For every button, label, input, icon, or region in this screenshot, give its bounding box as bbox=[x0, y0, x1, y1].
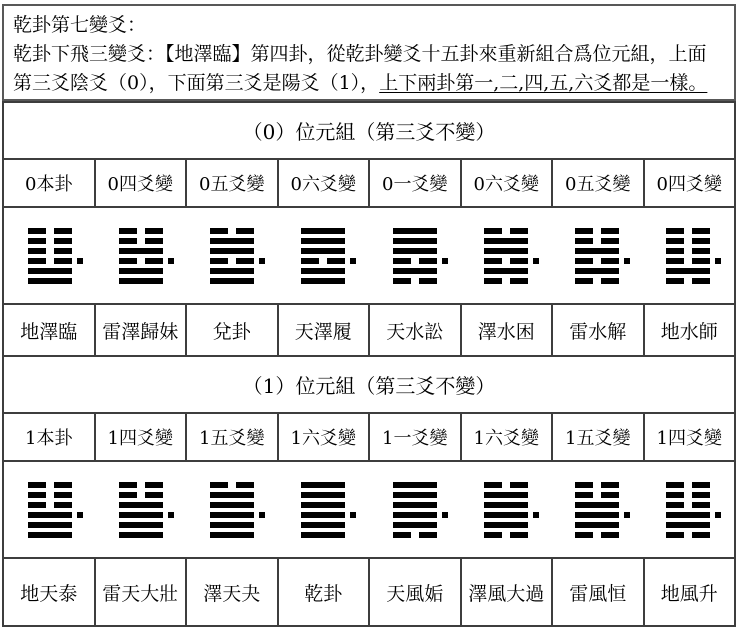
section-0-label-2: 0五爻變 bbox=[186, 159, 278, 207]
yin-line bbox=[666, 502, 710, 508]
yang-line bbox=[666, 268, 710, 274]
yang-line bbox=[301, 278, 345, 284]
unchanged-line-marker bbox=[442, 258, 448, 264]
yin-line bbox=[575, 228, 619, 234]
section-0-label-0: 0本卦 bbox=[3, 159, 95, 207]
yin-line bbox=[575, 278, 619, 284]
yin-line bbox=[575, 492, 619, 498]
hexagram-1-6 bbox=[575, 482, 619, 538]
yin-line bbox=[210, 228, 254, 234]
section-1-hexagrams-cell bbox=[3, 461, 735, 558]
yang-line bbox=[393, 228, 437, 234]
hexagram-0-0 bbox=[28, 228, 72, 284]
yang-line bbox=[575, 512, 619, 518]
yang-line bbox=[210, 502, 254, 508]
header-paragraph bbox=[13, 40, 725, 98]
section-1-labels-row bbox=[3, 413, 735, 461]
section-1-label-0: 1本卦 bbox=[3, 413, 95, 461]
hexagram-name-0-1: 雷澤歸妹 bbox=[95, 304, 187, 356]
yang-line bbox=[484, 502, 528, 508]
section-0-title-row bbox=[3, 102, 735, 159]
header-box bbox=[2, 4, 736, 101]
yang-line bbox=[119, 278, 163, 284]
unchanged-line-marker bbox=[624, 258, 630, 264]
hexagram-name-0-7: 地水師 bbox=[644, 304, 736, 356]
hexagram-name-1-1: 雷天大壯 bbox=[95, 558, 187, 626]
yin-line bbox=[666, 532, 710, 538]
yin-line bbox=[393, 278, 437, 284]
yin-line bbox=[575, 482, 619, 488]
yang-line bbox=[28, 278, 72, 284]
yang-line bbox=[301, 268, 345, 274]
yin-line bbox=[119, 238, 163, 244]
unchanged-line-marker bbox=[715, 258, 721, 264]
header-body-underlined: 上下兩卦第一,二,四,五,六爻都是一樣。 bbox=[379, 72, 708, 94]
yang-line bbox=[28, 532, 72, 538]
yin-line bbox=[666, 258, 710, 264]
hexagram-0-3 bbox=[301, 228, 345, 284]
yin-line bbox=[28, 238, 72, 244]
yin-line bbox=[666, 492, 710, 498]
section-1-hexagram-strip bbox=[4, 482, 734, 538]
yang-line bbox=[28, 268, 72, 274]
section-0-label-4: 0一爻變 bbox=[369, 159, 461, 207]
yang-line bbox=[393, 268, 437, 274]
unchanged-line-marker bbox=[77, 512, 83, 518]
section-0-names-row bbox=[3, 304, 735, 356]
yin-line bbox=[28, 492, 72, 498]
yin-line bbox=[28, 482, 72, 488]
yang-line bbox=[301, 248, 345, 254]
section-0-label-1: 0四爻變 bbox=[95, 159, 187, 207]
hexagram-1-2 bbox=[210, 482, 254, 538]
unchanged-line-marker bbox=[442, 512, 448, 518]
yang-line bbox=[210, 512, 254, 518]
section-0-title: （0）位元組（第三爻不變） bbox=[3, 102, 735, 159]
hexagram-1-4 bbox=[393, 482, 437, 538]
yang-line bbox=[575, 522, 619, 528]
header-body: 乾卦下飛三變爻：【地澤臨】第四卦，從乾卦變爻十五卦來重新組合爲位元組，上面第三爻陰爻（0），下面第三爻是陽爻（1）， bbox=[13, 43, 707, 94]
yang-line bbox=[484, 492, 528, 498]
document-page bbox=[0, 4, 738, 639]
section-1-hexagram-slot-6 bbox=[552, 482, 643, 538]
hexagram-name-1-5: 澤風大過 bbox=[461, 558, 553, 626]
yin-line bbox=[484, 278, 528, 284]
yang-line bbox=[210, 522, 254, 528]
section-0-labels-row bbox=[3, 159, 735, 207]
section-1-hexagram-slot-1 bbox=[95, 482, 186, 538]
unchanged-line-marker bbox=[259, 258, 265, 264]
yin-line bbox=[119, 482, 163, 488]
unchanged-line-marker bbox=[77, 258, 83, 264]
yang-line bbox=[119, 502, 163, 508]
yang-line bbox=[210, 532, 254, 538]
yang-line bbox=[484, 268, 528, 274]
yin-line bbox=[28, 258, 72, 264]
section-0-label-6: 0五爻變 bbox=[552, 159, 644, 207]
yang-line bbox=[119, 522, 163, 528]
section-1-hexagram-slot-3 bbox=[278, 482, 369, 538]
yang-line bbox=[575, 248, 619, 254]
section-1-hexagram-slot-7 bbox=[643, 482, 734, 538]
yin-line bbox=[575, 532, 619, 538]
hexagram-0-5 bbox=[484, 228, 528, 284]
hexagram-1-0 bbox=[28, 482, 72, 538]
yin-line bbox=[28, 502, 72, 508]
section-1-label-3: 1六爻變 bbox=[278, 413, 370, 461]
yin-line bbox=[210, 482, 254, 488]
yin-line bbox=[210, 258, 254, 264]
yang-line bbox=[393, 492, 437, 498]
yin-line bbox=[575, 258, 619, 264]
yang-line bbox=[301, 238, 345, 244]
yin-line bbox=[484, 258, 528, 264]
yang-line bbox=[301, 502, 345, 508]
hexagram-0-6 bbox=[575, 228, 619, 284]
yin-line bbox=[28, 228, 72, 234]
yang-line bbox=[393, 522, 437, 528]
yang-line bbox=[119, 532, 163, 538]
section-1-hexagram-slot-2 bbox=[187, 482, 278, 538]
unchanged-line-marker bbox=[533, 258, 539, 264]
unchanged-line-marker bbox=[259, 512, 265, 518]
yang-line bbox=[119, 268, 163, 274]
section-1-hexagram-slot-4 bbox=[369, 482, 460, 538]
hexagram-name-0-2: 兌卦 bbox=[186, 304, 278, 356]
hexagram-name-1-7: 地風升 bbox=[644, 558, 736, 626]
yin-line bbox=[119, 228, 163, 234]
section-1-hexagram-slot-5 bbox=[460, 482, 551, 538]
section-0-hexagram-strip bbox=[4, 228, 734, 284]
yin-line bbox=[666, 248, 710, 254]
hexagram-name-0-0: 地澤臨 bbox=[3, 304, 95, 356]
hexagram-name-0-4: 天水訟 bbox=[369, 304, 461, 356]
yang-line bbox=[301, 492, 345, 498]
section-1-label-2: 1五爻變 bbox=[186, 413, 278, 461]
section-0-label-7: 0四爻變 bbox=[644, 159, 736, 207]
section-1-hexagrams-row bbox=[3, 461, 735, 558]
hexagram-name-0-5: 澤水困 bbox=[461, 304, 553, 356]
unchanged-line-marker bbox=[350, 512, 356, 518]
yang-line bbox=[210, 248, 254, 254]
section-1-title: （1）位元組（第三爻不變） bbox=[3, 356, 735, 413]
section-0-label-5: 0六爻變 bbox=[461, 159, 553, 207]
hexagram-name-0-6: 雷水解 bbox=[552, 304, 644, 356]
yang-line bbox=[210, 278, 254, 284]
hexagram-name-1-2: 澤天夬 bbox=[186, 558, 278, 626]
hexagram-table-body bbox=[3, 102, 735, 626]
unchanged-line-marker bbox=[715, 512, 721, 518]
yang-line bbox=[119, 512, 163, 518]
header-title: 乾卦第七變爻： bbox=[13, 14, 147, 36]
yang-line bbox=[301, 512, 345, 518]
yang-line bbox=[484, 248, 528, 254]
section-1-hexagram-slot-0 bbox=[4, 482, 95, 538]
yang-line bbox=[301, 482, 345, 488]
yang-line bbox=[393, 482, 437, 488]
yin-line bbox=[119, 258, 163, 264]
unchanged-line-marker bbox=[350, 258, 356, 264]
hexagram-1-5 bbox=[484, 482, 528, 538]
yang-line bbox=[666, 512, 710, 518]
yang-line bbox=[666, 522, 710, 528]
yin-line bbox=[484, 228, 528, 234]
yang-line bbox=[28, 512, 72, 518]
section-0-hexagrams-row bbox=[3, 207, 735, 304]
yang-line bbox=[301, 228, 345, 234]
unchanged-line-marker bbox=[533, 512, 539, 518]
section-0-hexagram-slot-1 bbox=[95, 228, 186, 284]
yang-line bbox=[393, 502, 437, 508]
section-0-label-3: 0六爻變 bbox=[278, 159, 370, 207]
section-1-label-1: 1四爻變 bbox=[95, 413, 187, 461]
yang-line bbox=[28, 522, 72, 528]
section-0-hexagram-slot-2 bbox=[187, 228, 278, 284]
section-0-hexagram-slot-6 bbox=[552, 228, 643, 284]
yin-line bbox=[484, 482, 528, 488]
unchanged-line-marker bbox=[168, 512, 174, 518]
yang-line bbox=[484, 522, 528, 528]
yang-line bbox=[484, 512, 528, 518]
yin-line bbox=[301, 258, 345, 264]
hexagram-0-7 bbox=[666, 228, 710, 284]
yang-line bbox=[301, 532, 345, 538]
section-1-label-6: 1五爻變 bbox=[552, 413, 644, 461]
yin-line bbox=[393, 532, 437, 538]
yang-line bbox=[393, 248, 437, 254]
yin-line bbox=[666, 278, 710, 284]
yang-line bbox=[301, 522, 345, 528]
yin-line bbox=[666, 238, 710, 244]
yin-line bbox=[484, 532, 528, 538]
yang-line bbox=[575, 268, 619, 274]
section-0-hexagram-slot-5 bbox=[460, 228, 551, 284]
hexagram-name-1-4: 天風姤 bbox=[369, 558, 461, 626]
hexagram-1-1 bbox=[119, 482, 163, 538]
yang-line bbox=[484, 238, 528, 244]
hexagram-0-1 bbox=[119, 228, 163, 284]
section-0-hexagram-slot-0 bbox=[4, 228, 95, 284]
hexagram-name-0-3: 天澤履 bbox=[278, 304, 370, 356]
section-1-label-4: 1一爻變 bbox=[369, 413, 461, 461]
section-0-hexagram-slot-3 bbox=[278, 228, 369, 284]
yang-line bbox=[393, 512, 437, 518]
hexagram-name-1-6: 雷風恒 bbox=[552, 558, 644, 626]
section-0-hexagram-slot-7 bbox=[643, 228, 734, 284]
yang-line bbox=[210, 238, 254, 244]
yang-line bbox=[119, 248, 163, 254]
hexagram-name-1-3: 乾卦 bbox=[278, 558, 370, 626]
yin-line bbox=[28, 248, 72, 254]
hexagram-1-7 bbox=[666, 482, 710, 538]
section-0-hexagrams-cell bbox=[3, 207, 735, 304]
hexagram-table bbox=[2, 101, 736, 627]
hexagram-0-4 bbox=[393, 228, 437, 284]
yang-line bbox=[575, 502, 619, 508]
hexagram-1-3 bbox=[301, 482, 345, 538]
yin-line bbox=[393, 258, 437, 264]
yang-line bbox=[210, 492, 254, 498]
unchanged-line-marker bbox=[624, 512, 630, 518]
yin-line bbox=[575, 238, 619, 244]
section-1-names-row bbox=[3, 558, 735, 626]
yin-line bbox=[119, 492, 163, 498]
unchanged-line-marker bbox=[168, 258, 174, 264]
yin-line bbox=[666, 482, 710, 488]
section-1-label-7: 1四爻變 bbox=[644, 413, 736, 461]
section-0-hexagram-slot-4 bbox=[369, 228, 460, 284]
yang-line bbox=[393, 238, 437, 244]
yin-line bbox=[666, 228, 710, 234]
section-1-label-5: 1六爻變 bbox=[461, 413, 553, 461]
yang-line bbox=[210, 268, 254, 274]
hexagram-name-1-0: 地天泰 bbox=[3, 558, 95, 626]
section-1-title-row bbox=[3, 356, 735, 413]
hexagram-0-2 bbox=[210, 228, 254, 284]
